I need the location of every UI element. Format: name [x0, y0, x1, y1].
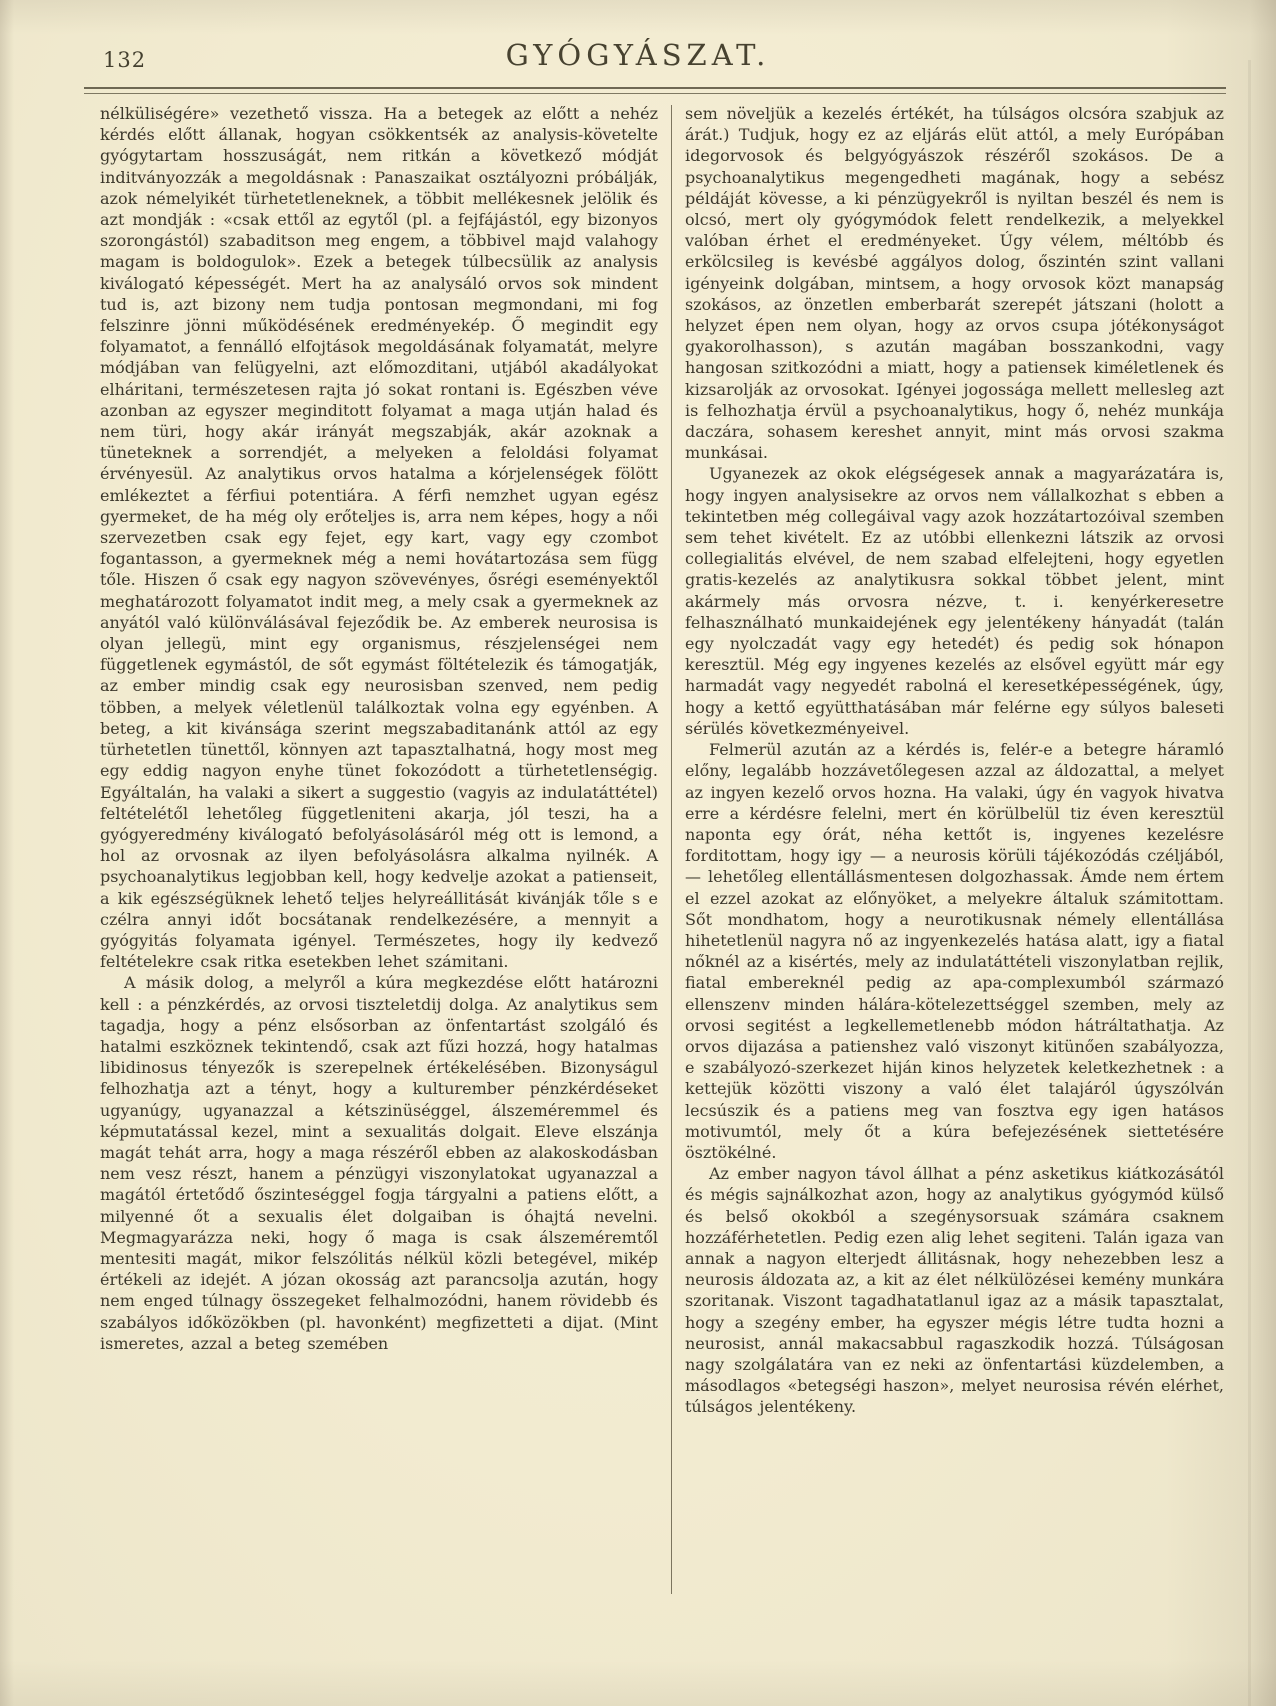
- header-rule: [84, 87, 1226, 94]
- paragraph-continuation: nélküliségére» vezethető vissza. Ha a betegek az előtt a nehéz kérdés előtt állanak, hogyan csökkentsék az analysis-követelte gyógytartam hosszuságát, nem ritkán a következő módját inditványozzák a megoldásnak : Panaszaikat osztályozni próbálják, azok némelyikét türhetetleneknek, a többit mellékesnek jelölik és azt mondják : «csak ettől az egytől (pl. a fejfájástól, egy bizonyos szorongástól) szabaditson meg engem, a többivel majd valahogy magam is boldogulok». Ezek a betegek túlbecsülik az analysis kiválogató képességét. Mert ha az analysáló orvos sok mindent tud is, azt bizony nem tudja pontosan megmondani, mi fog felszinre jönni működésének eredményekép. Ő megindit egy folyamatot, a fennálló elfojtások megoldásának folyamatát, melyre módjában van felügyelni, azt előmozditani, utjából akadályokat elháritani, természetesen rajta jó sokat rontani is. Egészben véve azonban az egyszer meginditott folyamat a maga utján halad és nem türi, hogy akár irányát megszabják, akár azoknak a tüneteknek a sorrendjét, a melyeken a feloldási folyamat érvényesül. Az analytikus orvos hatalma a kórjelenségek fölött emlékeztet a férfiui potentiára. A férfi nemzhet ugyan egész gyermeket, de ha még oly erőteljes is, arra nem képes, hogy a női szervezetben csak egy fejet, egy kart, vagy egy czombot fogantasson, a gyermeknek még a nemi hovátartozása sem függ tőle. Hiszen ő csak egy nagyon szövevényes, ősrégi eseményektől meghatározott folyamatot indit meg, a mely csak a gyermeknek az anyától való különválásával fejeződik be. Az emberek neurosisa is olyan jellegü, mint egy organismus, részjelenségei nem függetlenek egymástól, de sőt egymást föltételezik és támogatják, az ember mindig csak egy neurosisban szenved, nem pedig többen, a melyek véletlenül találkoztak volna egy egyénben. A beteg, a kit kivánsága szerint megszabaditanánk attól az egy türhetetlen tünettől, könnyen azt tapasztalhatná, hogy most meg egy eddig nagyon enyhe tünet fokozódott a türhetetlenségig. Egyáltalán, ha valaki a sikert a suggestio (vagyis az indulatáttétel) feltételétől lehetőleg függetleniteni akarja, jól teszi, ha a gyógyeredmény kiválogató befolyásolásáról még ott is lemond, a hol az orvosnak az ilyen befolyásolásra alkalma nyilnék. A psychoanalytikus legjobban kell, hogy kedvelje azokat a patienseit, a kik egészségüknek lehető teljes helyreállitását kivánják tőle s e czélra annyi időt bocsátanak rendelkezésére, a mennyit a gyógyitás folyamata igényel. Természetes, hogy ily kedvező feltételekre csak ritka esetekben lehet számitani.: [100, 104, 658, 972]
- paragraph: Ugyanezek az okok elégségesek annak a magyarázatára is, hogy ingyen analysisekre az orvos nem vállalkozhat s ebben a tekintetben még collegáival vagy azok hozzátartozóival szemben sem tehet kivételt. Ez az utóbbi ellenkezni látszik az orvosi collegialitás elvével, de nem szabad elfelejteni, hogy egyetlen gratis-kezelés az analytikusra sokkal többet jelent, mint akármely más orvosra nézve, t. i. kenyérkeresetre felhasználható munkaidejének egy jelentékeny hányadát (talán egy nyolczadát vagy egy hetedét) és pedig sok hónapon keresztül. Még egy ingyenes kezelés az elsővel együtt már egy harmadát vagy negyedét rabolná el keresetképességének, úgy, hogy a kettő együtthatásában már felérne egy súlyos baleseti sérülés következményeivel.: [685, 464, 1224, 738]
- paragraph-continuation: sem növeljük a kezelés értékét, ha túlságos olcsóra szabjuk az árát.) Tudjuk, hogy ez az eljárás elüt attól, a mely Európában idegorvosok és belgyógyászok részéről szokásos. De a psychoanalytikus megengedheti magának, hogy a sebész példáját kövesse, a ki pénzügyekről is nyiltan beszél és nem is olcsó, mert oly gyógymódok felett rendelkezik, a melyekkel valóban érhet el eredményeket. Úgy vélem, méltóbb és erkölcsileg is kevésbé aggályos dolog, őszintén szint vallani igényeink dolgában, mintsem, a hogy orvosok közt manapság szokásos, az önzetlen emberbarát szerepét játszani (holott a helyzet épen nem olyan, hogy az orvos csupa jótékonyságot gyakorolhasson), s azután magában bosszankodni, vagy hangosan szitkozódni a miatt, hogy a patiensek kiméletlenek és kizsarolják az orvosokat. Igényei jogossága mellett mellesleg azt is felhozhatja érvül a psychoanalytikus, hogy ő, nehéz munkája daczára, sohasem kereshet annyit, mint más orvosi szakma munkásai.: [685, 104, 1224, 463]
- paragraph: A másik dolog, a melyről a kúra megkezdése előtt határozni kell : a pénzkérdés, az orvosi tiszteletdij dolga. Az analytikus sem tagadja, hogy a pénz elsősorban az önfentartást szolgáló és hatalmi eszköznek tekintendő, csak azt fűzi hozzá, hogy hatalmas libidinosus tényezők is szerepelnek értékelésében. Bizonyságul felhozhatja azt a tényt, hogy a kulturember pénzkérdéseket ugyanúgy, ugyanazzal a kétszinüséggel, álszeméremmel és képmutatással kezel, mint a sexualitás dolgait. Eleve elszánja magát tehát arra, hogy a maga részéről ebben az alakoskodásban nem vesz részt, hanem a pénzügyi viszonylatokat ugyanazzal a magától értetődő őszinteséggel fogja tárgyalni a patiens előtt, a milyenné őt a sexualis élet dolgaiban is óhajtá nevelni. Megmagyarázza neki, hogy ő maga is csak álszeméremtől mentesiti magát, mikor felszólitás nélkül közli betegével, mikép értékeli az idejét. A józan okosság azt parancsolja azután, hogy nem enged túlnagy összegeket felhalmozódni, hanem rövidebb és szabályos időközökben (pl. havonként) megfizetteti a dijat. (Mint ismeretes, azzal a beteg szemében: [100, 973, 658, 1353]
- left-column: [100, 103, 658, 1354]
- column-divider: [671, 105, 672, 1594]
- page-header: [0, 38, 1276, 82]
- paragraph: Felmerül azután az a kérdés is, felér-e a betegre háramló előny, legalább hozzávetőlegesen azzal az áldozattal, a melyet az ingyen kezelő orvos hozna. Ha valaki, úgy én vagyok hivatva erre a kérdésre felelni, mert én körülbelül tiz éven keresztül naponta egy órát, néha kettőt is, ingyenes kezelésre forditottam, hogy igy — a neurosis körüli tájékozódás czéljából, — lehetőleg ellentállásmentesen dolgozhassak. Ámde nem értem el ezzel azokat az előnyöket, a melyekre általuk számitottam. Sőt mondhatom, hogy a neurotikusnak némely ellentállása hihetetlenül nagyra nő az ingyenkezelés hatása alatt, igy a fiatal nőknél az a kisértés, mely az indulatáttételi viszonylatban rejlik, fiatal embereknél pedig az apa-complexumból származó ellenszenv minden hálára-kötelezettséggel szemben, mely az orvosi segitést a legkellemetlenebb módon hátráltathatja. Az orvos dijazása a patienshez való viszonyt kitünően szabályozza, e szabályozó-szerkezet hiján kinos helyzetek keletkezhetnek : a kettejük közötti viszony a való élet talajáról úgyszólván lecsúszik és a patiens meg van fosztva egy igen hatásos motivumtól, mely őt a kúra befejezésének siettetésére ösztökélné.: [685, 740, 1224, 1162]
- right-column: [685, 103, 1224, 1418]
- paragraph: Az ember nagyon távol állhat a pénz asketikus kiátkozásától és mégis sajnálkozhat azon, hogy az analytikus gyógymód külső és belső okokból a szegénysorsuak számára csaknem hozzáférhetetlen. Pedig ezen alig lehet segiteni. Talán igaza van annak a nagyon elterjedt állitásnak, hogy nehezebben lesz a neurosis áldozata az, a kit az élet nélkülözései kemény munkára szoritanak. Viszont tagadhatatlanul igaz az a másik tapasztalat, hogy a szegény ember, ha egyszer mégis létre tudta hozni a neurosist, annál makacsabbul ragaszkodik hozzá. Túlságosan nagy szolgálatára van ez neki az önfentartási küzdelemben, a másodlagos «betegségi haszon», melyet neurosisa révén elérhet, túlságos jelentékeny.: [685, 1164, 1224, 1417]
- journal-title: GYÓGYÁSZAT.: [505, 38, 771, 72]
- text-columns: [100, 103, 1225, 1594]
- page-number: 132: [103, 48, 147, 72]
- scan-artifact-streak: [1248, 60, 1251, 1706]
